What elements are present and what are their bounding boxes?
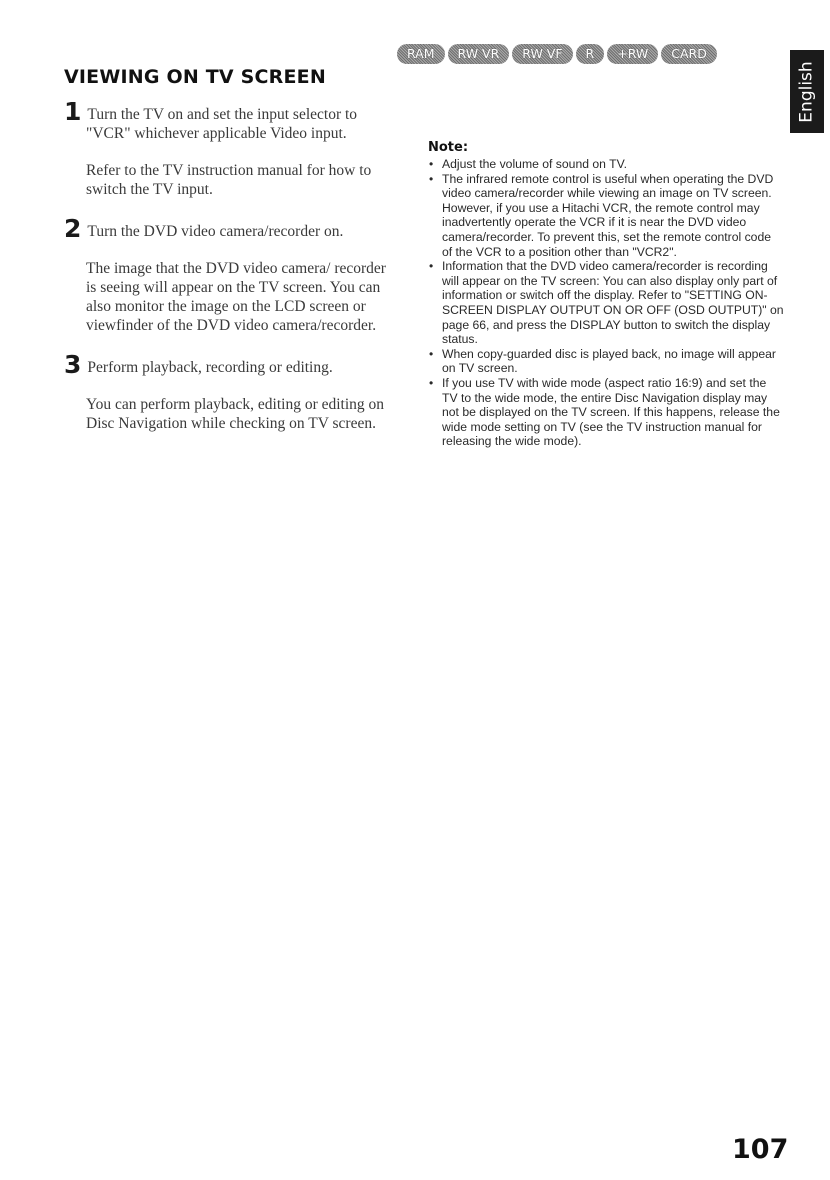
note-item: • Adjust the volume of sound on TV. xyxy=(428,157,784,172)
badge-rw-vr: RW VR xyxy=(448,44,510,64)
note-item: • Information that the DVD video camera/recorder is recording will appear on the TV screen: You can also display only part of information or switch off the display. Refer to "SETTING ON-SCREEN DISPLAY OUTPUT ON OR OFF (OSD OUTPUT)" on page 66, and press the DISPLAY button to switch the display status. xyxy=(428,259,784,347)
note-item: • When copy-guarded disc is played back, no image will appear on TV screen. xyxy=(428,347,784,376)
step-number: 1 xyxy=(64,97,82,126)
step-paragraph: The image that the DVD video camera/ recorder is seeing will appear on the TV screen. You can also monitor the image on the LCD screen or viewfinder of the DVD video camera/recorder. xyxy=(86,260,386,334)
note-section xyxy=(428,140,784,449)
step-2 xyxy=(64,214,400,335)
note-item: • The infrared remote control is useful when operating the DVD video camera/recorder while viewing an image on TV screen. However, if you use a Hitachi VCR, the remote control may inadvertently operate the VCR if it is near the DVD video camera/recorder. To prevent this, set the remote control code of the VCR to a position other than "VCR2". xyxy=(428,172,784,260)
step-3 xyxy=(64,350,400,433)
badge-card: CARD xyxy=(661,44,717,64)
step-1 xyxy=(64,97,400,199)
step-paragraph: You can perform playback, editing or editing on Disc Navigation while checking on TV screen. xyxy=(86,396,385,432)
step-number: 2 xyxy=(64,214,82,243)
note-list xyxy=(428,157,784,449)
step-paragraph: Refer to the TV instruction manual for how to switch the TV input. xyxy=(86,162,372,198)
step-instruction-line: Turn the DVD video camera/recorder on. xyxy=(87,223,344,240)
steps-column xyxy=(64,97,400,451)
note-item: • If you use TV with wide mode (aspect ratio 16:9) and set the TV to the wide mode, the entire Disc Navigation display may not be displayed on the TV screen. If this happens, release the wide mode setting on TV (see the TV instruction manual for releasing the wide mode). xyxy=(428,376,784,449)
page-number: 107 xyxy=(732,1134,789,1165)
step-instruction-line: Perform playback, recording or editing. xyxy=(87,359,333,376)
step-number: 3 xyxy=(64,350,82,379)
badge-plus-rw: +RW xyxy=(607,44,658,64)
badge-ram: RAM xyxy=(397,44,445,64)
step-instruction-line: "VCR" whichever applicable Video input. xyxy=(86,125,347,142)
note-title: Note: xyxy=(428,140,469,155)
step-instruction-line: Turn the TV on and set the input selector to xyxy=(87,106,358,123)
page-title: VIEWING ON TV SCREEN xyxy=(64,66,326,88)
language-tab xyxy=(790,50,824,133)
badge-r: R xyxy=(576,44,605,64)
media-badges xyxy=(397,44,717,64)
badge-rw-vf: RW VF xyxy=(512,44,572,64)
language-tab-label: English xyxy=(797,60,818,123)
